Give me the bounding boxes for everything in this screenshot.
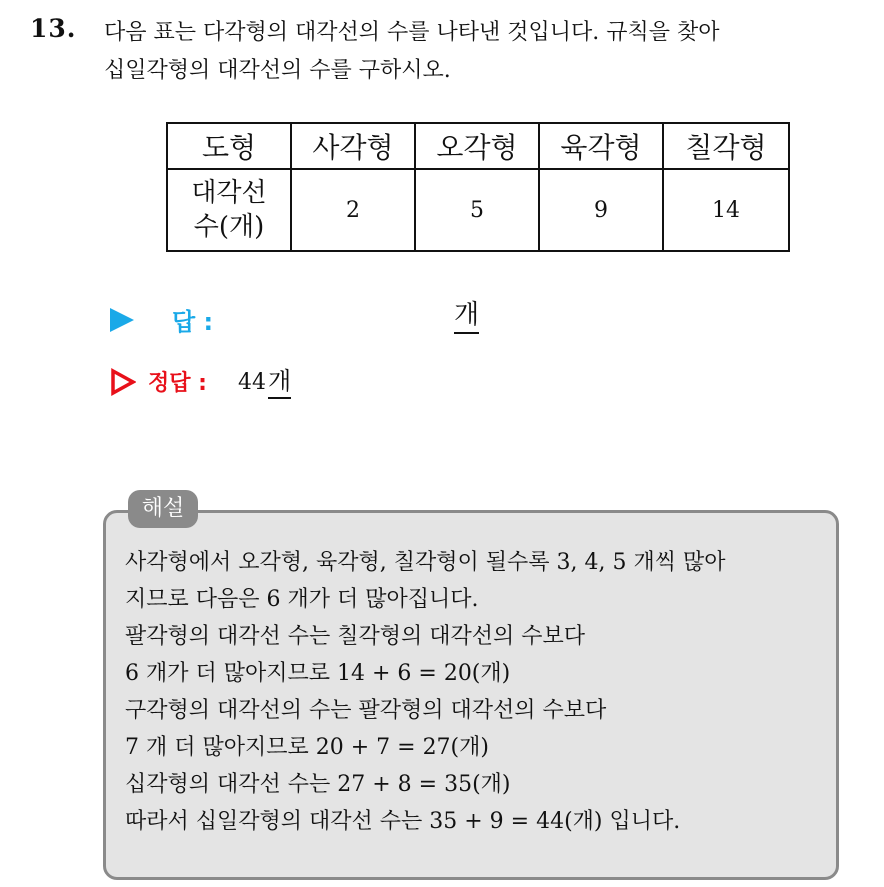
correct-answer-label: 정답 : xyxy=(148,371,207,396)
correct-answer-value xyxy=(238,366,291,398)
correct-answer-number: 44 xyxy=(238,370,266,395)
answer-row xyxy=(110,300,610,340)
row-label-line: 대각선 xyxy=(191,178,267,208)
table-value-cell: 9 xyxy=(539,169,663,251)
row-label-line: 수(개) xyxy=(193,212,265,242)
answer-label: 답 : xyxy=(172,308,214,336)
table-header-cell: 도형 xyxy=(167,123,291,169)
table-header-cell: 사각형 xyxy=(291,123,415,169)
solution-tab: 해설 xyxy=(128,490,198,528)
solution-line: 십각형의 대각선 수는 27 + 8 = 35(개) xyxy=(125,772,511,797)
solution-line: 6 개가 더 많아지므로 14 + 6 = 20(개) xyxy=(125,661,511,686)
correct-answer-row xyxy=(110,362,610,402)
solution-line: 구각형의 대각선의 수는 팔각형의 대각선의 수보다 xyxy=(125,698,607,723)
question-text xyxy=(104,14,874,90)
solution-line: 7 개 더 많아지므로 20 + 7 = 27(개) xyxy=(125,735,489,760)
table-header-cell: 오각형 xyxy=(415,123,539,169)
solution-text xyxy=(125,544,825,840)
table-row-label xyxy=(167,169,291,251)
table-header-cell: 육각형 xyxy=(539,123,663,169)
solution-line: 따라서 십일각형의 대각선 수는 35 + 9 = 44(개) 입니다. xyxy=(125,809,681,834)
table-value-cell: 2 xyxy=(291,169,415,251)
table-header-row xyxy=(167,123,789,169)
solution-line: 팔각형의 대각선 수는 칠각형의 대각선의 수보다 xyxy=(125,624,586,649)
play-triangle-icon xyxy=(110,308,134,332)
table-header-cell: 칠각형 xyxy=(663,123,789,169)
correct-answer-unit: 개 xyxy=(268,367,291,399)
diagonal-table xyxy=(166,122,790,252)
solution-line: 지므로 다음은 6 개가 더 많아집니다. xyxy=(125,587,479,612)
table-value-cell: 5 xyxy=(415,169,539,251)
solution-line: 사각형에서 오각형, 육각형, 칠각형이 될수록 3, 4, 5 개씩 많아 xyxy=(125,550,726,575)
question-line: 십일각형의 대각선의 수를 구하시오. xyxy=(104,58,451,83)
question-line: 다음 표는 다각형의 대각선의 수를 나타낸 것입니다. 규칙을 찾아 xyxy=(104,20,720,45)
question-number: 13. xyxy=(30,14,77,43)
table-value-row xyxy=(167,169,789,251)
table-value-cell: 14 xyxy=(663,169,789,251)
answer-unit[interactable]: 개 xyxy=(454,300,479,334)
outline-triangle-icon xyxy=(110,368,136,396)
